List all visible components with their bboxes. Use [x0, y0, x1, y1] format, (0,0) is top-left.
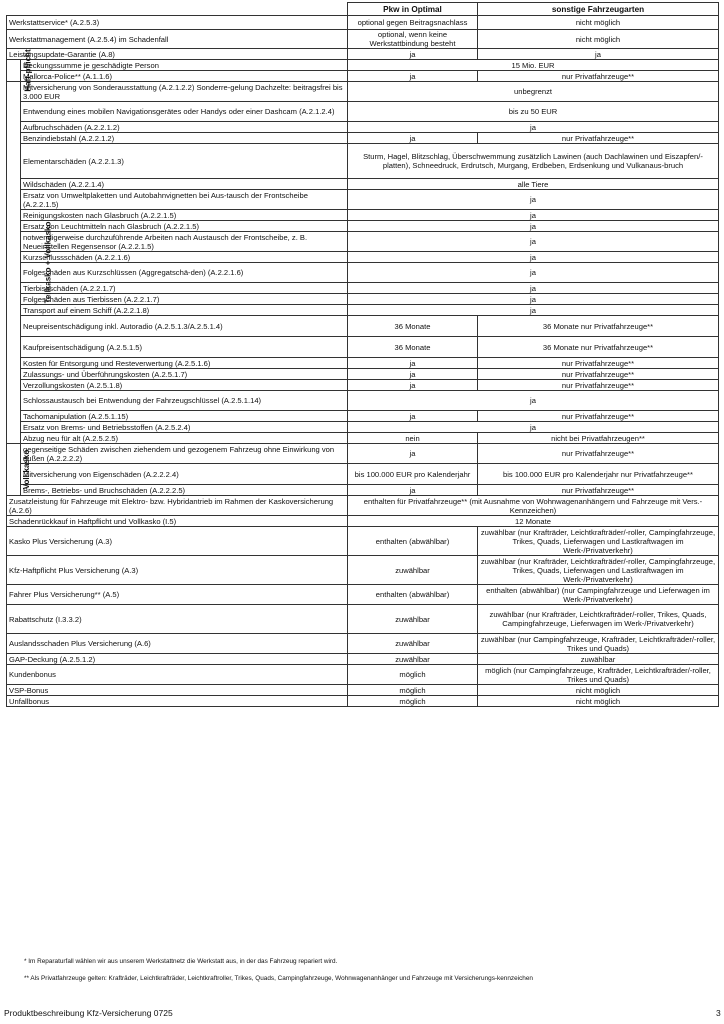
table-row: [7, 71, 719, 82]
cell-pkw-optimal: ja: [348, 444, 478, 464]
cell-other-vehicles: nur Privatfahrzeuge**: [478, 133, 719, 144]
cell-other-vehicles: 36 Monate nur Privatfahrzeuge**: [478, 316, 719, 337]
cell-pkw-optimal: möglich: [348, 696, 478, 707]
cell-pkw-optimal: ja: [348, 369, 478, 380]
table-row: [7, 380, 719, 391]
cell-other-vehicles: ja: [478, 49, 719, 60]
row-label: Fahrer Plus Versicherung** (A.5): [7, 585, 348, 605]
row-label: Zulassungs- und Überführungskosten (A.2.5.1.7): [21, 369, 348, 380]
table-body: [7, 16, 719, 707]
table-row: [7, 433, 719, 444]
table-row: [7, 60, 719, 71]
table-row: [7, 654, 719, 665]
table-row: [7, 294, 719, 305]
row-label: Benzindiebstahl (A.2.2.1.2): [21, 133, 348, 144]
table-row: [7, 190, 719, 210]
cell-other-vehicles: nur Privatfahrzeuge**: [478, 444, 719, 464]
table-row: [7, 369, 719, 380]
cell-other-vehicles: nur Privatfahrzeuge**: [478, 71, 719, 82]
table-row: [7, 527, 719, 556]
cell-other-vehicles: nur Privatfahrzeuge**: [478, 358, 719, 369]
footnote-1: * Im Reparaturfall wählen wir aus unserem Werkstattnetz die Werkstatt aus, in der das Fahrzeug repariert wird.: [24, 958, 338, 965]
cell-pkw-optimal: zuwählbar: [348, 634, 478, 654]
row-label: Tierbissschäden (A.2.2.1.7): [21, 283, 348, 294]
cell-both-columns: unbegrenzt: [348, 82, 719, 102]
row-label: Mitversicherung von Sonderausstattung (A.2.1.2.2) Sonderre-gelung Dachzelte: beitragsfrei bis 3.000 EUR: [21, 82, 348, 102]
row-label: GAP-Deckung (A.2.5.1.2): [7, 654, 348, 665]
row-label: VSP-Bonus: [7, 685, 348, 696]
table-row: [7, 122, 719, 133]
row-label: Neupreisentschädigung inkl. Autoradio (A.2.5.1.3/A.2.5.1.4): [21, 316, 348, 337]
table-row: [7, 485, 719, 496]
cell-pkw-optimal: 36 Monate: [348, 337, 478, 358]
row-label: Ersatz von Leuchtmitteln nach Glasbruch (A.2.2.1.5): [21, 221, 348, 232]
cell-both-columns: enthalten für Privatfahrzeuge** (mit Ausnahme von Wohnwagenanhängern und Fahrzeuge mit Vers.-Kennzeichen): [348, 496, 719, 516]
column-header-pkw: Pkw in Optimal: [348, 3, 478, 16]
cell-other-vehicles: nicht bei Privatfahrzeugen**: [478, 433, 719, 444]
table-row: [7, 210, 719, 221]
cell-other-vehicles: nur Privatfahrzeuge**: [478, 411, 719, 422]
cell-other-vehicles: nur Privatfahrzeuge**: [478, 369, 719, 380]
row-label: Aufbruchschäden (A.2.2.1.2): [21, 122, 348, 133]
cell-other-vehicles: nicht möglich: [478, 30, 719, 49]
row-label: Werkstattmanagement (A.2.5.4) im Schadenfall: [7, 30, 348, 49]
cell-pkw-optimal: ja: [348, 411, 478, 422]
cell-other-vehicles: nicht möglich: [478, 696, 719, 707]
table-row: [7, 144, 719, 179]
cell-pkw-optimal: ja: [348, 358, 478, 369]
cell-other-vehicles: nur Privatfahrzeuge**: [478, 380, 719, 391]
cell-both-columns: ja: [348, 294, 719, 305]
cell-pkw-optimal: zuwählbar: [348, 654, 478, 665]
row-label: Folgeschäden aus Tierbissen (A.2.2.1.7): [21, 294, 348, 305]
cell-both-columns: ja: [348, 422, 719, 433]
table-row: [7, 464, 719, 485]
row-label: Tachomanipulation (A.2.5.1.15): [21, 411, 348, 422]
coverage-table-container: [6, 2, 718, 707]
row-label: gegenseitige Schäden zwischen ziehendem und gezogenem Fahrzeug ohne Einwirkung von außen (A.2.2.2.2): [21, 444, 348, 464]
row-label: Kosten für Entsorgung und Resteverwertung (A.2.5.1.6): [21, 358, 348, 369]
table-row: [7, 665, 719, 685]
group-label-haftpflicht: [7, 49, 33, 92]
cell-both-columns: ja: [348, 210, 719, 221]
table-row: [7, 585, 719, 605]
table-row: [7, 49, 719, 60]
table-row: [7, 305, 719, 316]
cell-both-columns: alle Tiere: [348, 179, 719, 190]
cell-pkw-optimal: ja: [348, 133, 478, 144]
row-label: Entwendung eines mobilen Navigationsgerätes oder Handys oder einer Dashcam (A.2.1.2.4): [21, 102, 348, 122]
row-label: Brems-, Betriebs- und Bruchschäden (A.2.2.2.5): [21, 485, 348, 496]
table-row: [7, 556, 719, 585]
page-number: 3: [716, 1008, 721, 1018]
cell-pkw-optimal: optional gegen Beitragsnachlass: [348, 16, 478, 30]
cell-both-columns: ja: [348, 391, 719, 411]
column-header-other: sonstige Fahrzeugarten: [478, 3, 719, 16]
cell-both-columns: ja: [348, 232, 719, 252]
cell-pkw-optimal: optional, wenn keine Werkstattbindung besteht: [348, 30, 478, 49]
cell-pkw-optimal: 36 Monate: [348, 316, 478, 337]
row-label: notwendigerweise durchzuführende Arbeiten nach Austausch der Frontscheibe, z. B. Neueinstellen Regensensor (A.2.2.1.5): [21, 232, 348, 252]
row-label: Mitversicherung von Eigenschäden (A.2.2.2.4): [21, 464, 348, 485]
table-row: [7, 252, 719, 263]
cell-both-columns: ja: [348, 252, 719, 263]
cell-other-vehicles: bis 100.000 EUR pro Kalenderjahr nur Privatfahrzeuge**: [478, 464, 719, 485]
group-label-vollkasko-text: Voll-kasko: [22, 449, 32, 490]
row-label: Wildschäden (A.2.2.1.4): [21, 179, 348, 190]
cell-pkw-optimal: enthalten (abwählbar): [348, 527, 478, 556]
cell-other-vehicles: zuwählbar (nur Krafträder, Leichtkrafträder/-roller, Trikes, Quads, Campingfahrzeuge, Lieferwagen im Werk-/Privatverkehr): [478, 605, 719, 634]
table-row: [7, 337, 719, 358]
row-label: Kurzschlussschäden (A.2.2.1.6): [21, 252, 348, 263]
cell-other-vehicles: nicht möglich: [478, 685, 719, 696]
group-label-teilkasko-vollkasko-text: Teilkasko + Vollkasko: [43, 221, 53, 304]
cell-other-vehicles: nicht möglich: [478, 16, 719, 30]
table-row: [7, 16, 719, 30]
table-row: [7, 685, 719, 696]
row-label: Kundenbonus: [7, 665, 348, 685]
footnote-2: ** Als Privatfahrzeuge gelten: Krafträder, Leichtkrafträder, Leichtkraftroller, Trikes, Quads, Campingfahrzeuge, Wohnwagenanhänger und Fahrzeuge mit Versicherungs-kennzeichen: [24, 975, 533, 982]
table-row: [7, 634, 719, 654]
cell-pkw-optimal: enthalten (abwählbar): [348, 585, 478, 605]
cell-pkw-optimal: zuwählbar: [348, 556, 478, 585]
row-label: Folgeschäden aus Kurzschlüssen (Aggregatschä-den) (A.2.2.1.6): [21, 263, 348, 283]
row-label: Leistungsupdate-Garantie (A.8): [7, 49, 348, 60]
header-blank: [7, 3, 348, 16]
cell-pkw-optimal: ja: [348, 485, 478, 496]
header-row: [7, 3, 719, 16]
row-label: Rabattschutz (I.3.3.2): [7, 605, 348, 634]
group-label-teilkasko-vollkasko: [7, 82, 53, 444]
table-row: [7, 422, 719, 433]
table-row: [7, 391, 719, 411]
cell-both-columns: ja: [348, 263, 719, 283]
table-row: [7, 358, 719, 369]
row-label: Auslandsschaden Plus Versicherung (A.6): [7, 634, 348, 654]
cell-both-columns: ja: [348, 190, 719, 210]
cell-pkw-optimal: möglich: [348, 665, 478, 685]
cell-pkw-optimal: ja: [348, 71, 478, 82]
cell-other-vehicles: zuwählbar (nur Krafträder, Leichtkrafträder/-roller, Campingfahrzeuge, Trikes, Quads, Lieferwagen und Lastkraftwagen im Werk-/Privatverkehr): [478, 556, 719, 585]
cell-both-columns: 12 Monate: [348, 516, 719, 527]
row-label: Werkstattservice* (A.2.5.3): [7, 16, 348, 30]
group-label-vollkasko: [7, 444, 32, 496]
row-label: Verzollungskosten (A.2.5.1.8): [21, 380, 348, 391]
coverage-table: [6, 2, 719, 707]
cell-other-vehicles: zuwählbar (nur Campingfahrzeuge, Krafträder, Leichtkrafträder/-roller, Trikes und Quads): [478, 634, 719, 654]
cell-both-columns: ja: [348, 283, 719, 294]
cell-both-columns: ja: [348, 305, 719, 316]
row-label: Ersatz von Umweltplaketten und Autobahnvignetten bei Aus-tausch der Frontscheibe (A.2.2.1.5): [21, 190, 348, 210]
cell-other-vehicles: möglich (nur Campingfahrzeuge, Krafträder, Leichtkrafträder/-roller, Trikes und Quads): [478, 665, 719, 685]
table-row: [7, 496, 719, 516]
row-label: Deckungssumme je geschädigte Person: [21, 60, 348, 71]
cell-both-columns: 15 Mio. EUR: [348, 60, 719, 71]
table-row: [7, 179, 719, 190]
table-row: [7, 102, 719, 122]
table-row: [7, 263, 719, 283]
row-label: Reinigungskosten nach Glasbruch (A.2.2.1.5): [21, 210, 348, 221]
row-label: Schlossaustausch bei Entwendung der Fahrzeugschlüssel (A.2.5.1.14): [21, 391, 348, 411]
cell-pkw-optimal: nein: [348, 433, 478, 444]
row-label: Abzug neu für alt (A.2.5.2.5): [21, 433, 348, 444]
table-row: [7, 696, 719, 707]
cell-both-columns: Sturm, Hagel, Blitzschlag, Überschwemmung zusätzlich Lawinen (auch Dachlawinen und Eiszapfen/-platten), Schneedruck, Erdrutsch, Murgang, Erdbeben, Erdsenkung und Vulkanaus-bruch: [348, 144, 719, 179]
row-label: Kfz-Haftpflicht Plus Versicherung (A.3): [7, 556, 348, 585]
table-row: [7, 605, 719, 634]
table-row: [7, 316, 719, 337]
table-row: [7, 444, 719, 464]
row-label: Elementarschäden (A.2.2.1.3): [21, 144, 348, 179]
table-row: [7, 82, 719, 102]
table-row: [7, 232, 719, 252]
cell-pkw-optimal: ja: [348, 49, 478, 60]
row-label: Kaufpreisentschädigung (A.2.5.1.5): [21, 337, 348, 358]
table-row: [7, 516, 719, 527]
row-label: Schadenrückkauf in Haftpflicht und Vollkasko (I.5): [7, 516, 348, 527]
cell-both-columns: ja: [348, 221, 719, 232]
cell-other-vehicles: zuwählbar (nur Krafträder, Leichtkrafträder/-roller, Campingfahrzeuge, Trikes, Quads, Lieferwagen und Lastkraftwagen im Werk-/Privatverkehr): [478, 527, 719, 556]
row-label: Ersatz von Brems- und Betriebsstoffen (A.2.5.2.4): [21, 422, 348, 433]
group-label-haftpflicht-text: Haft-pflicht: [23, 49, 33, 92]
cell-other-vehicles: zuwählbar: [478, 654, 719, 665]
row-label: Zusatzleistung für Fahrzeuge mit Elektro- bzw. Hybridantrieb im Rahmen der Kaskoversicherung (A.2.6): [7, 496, 348, 516]
row-label: Transport auf einem Schiff (A.2.2.1.8): [21, 305, 348, 316]
cell-other-vehicles: 36 Monate nur Privatfahrzeuge**: [478, 337, 719, 358]
row-label: Mallorca-Police** (A.1.1.6): [21, 71, 348, 82]
table-row: [7, 283, 719, 294]
row-label: Unfallbonus: [7, 696, 348, 707]
cell-pkw-optimal: ja: [348, 380, 478, 391]
cell-other-vehicles: enthalten (abwählbar) (nur Campingfahrzeuge und Lieferwagen im Werk-/Privatverkehr): [478, 585, 719, 605]
table-row: [7, 411, 719, 422]
cell-other-vehicles: nur Privatfahrzeuge**: [478, 485, 719, 496]
table-row: [7, 30, 719, 49]
cell-both-columns: ja: [348, 122, 719, 133]
cell-pkw-optimal: zuwählbar: [348, 605, 478, 634]
cell-pkw-optimal: bis 100.000 EUR pro Kalenderjahr: [348, 464, 478, 485]
page-footer: Produktbeschreibung Kfz-Versicherung 0725: [4, 1008, 173, 1018]
row-label: Kasko Plus Versicherung (A.3): [7, 527, 348, 556]
cell-pkw-optimal: möglich: [348, 685, 478, 696]
cell-both-columns: bis zu 50 EUR: [348, 102, 719, 122]
table-row: [7, 133, 719, 144]
table-row: [7, 221, 719, 232]
